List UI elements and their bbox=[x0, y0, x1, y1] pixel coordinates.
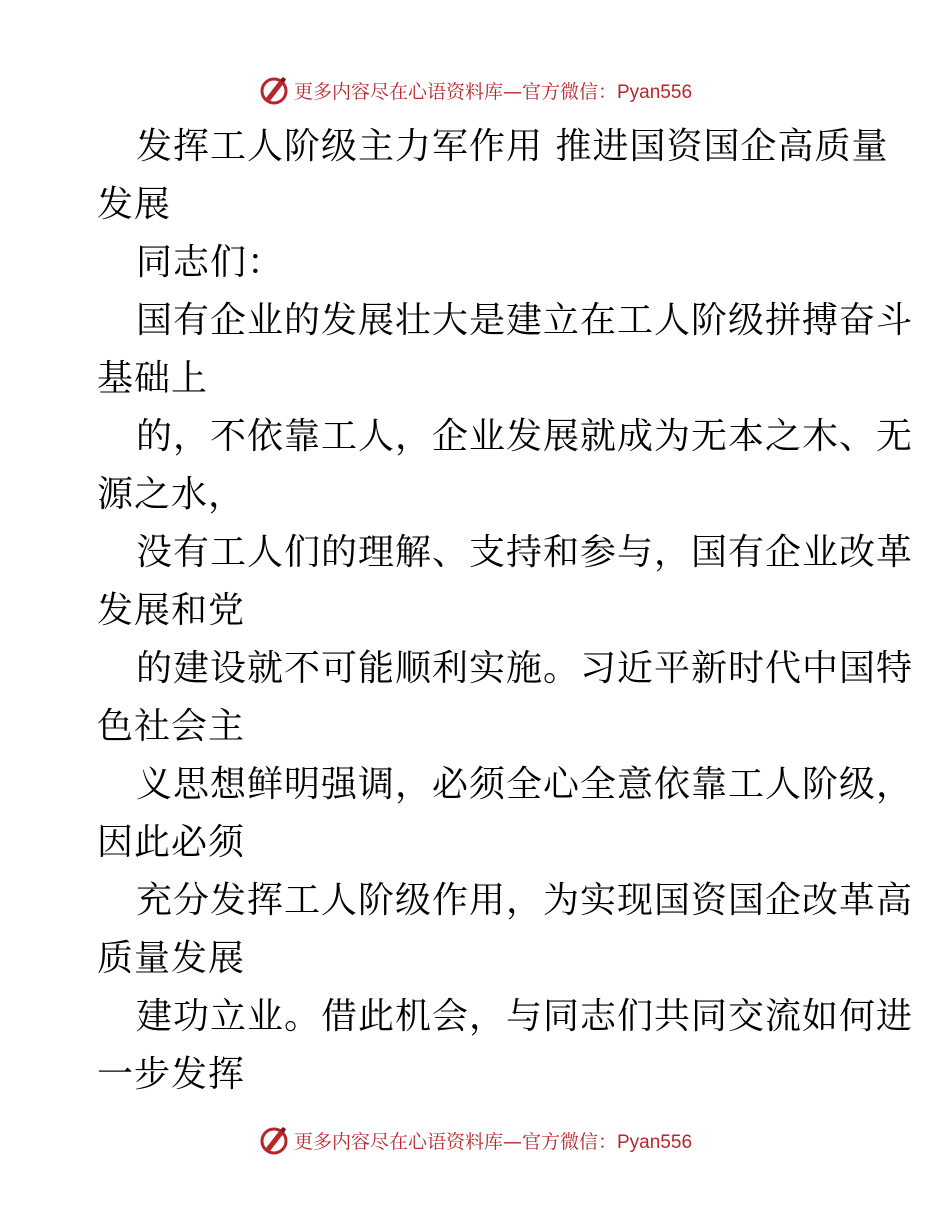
document-line: 建功立业。借此机会，与同志们共同交流如何进 bbox=[136, 996, 914, 1037]
header-banner-title: 更多内容尽在心语资料库 bbox=[293, 80, 503, 103]
document-line: 发展和党 bbox=[97, 590, 246, 631]
document-body bbox=[97, 118, 914, 1104]
document-line: 发展 bbox=[97, 184, 172, 225]
document-line: 没有工人们的理解、支持和参与，国有企业改革 bbox=[136, 532, 914, 573]
footer-banner-separator: — bbox=[502, 1130, 522, 1153]
pen-logo-icon bbox=[258, 74, 290, 106]
document-line: 因此必须 bbox=[97, 822, 246, 863]
document-line: 同志们： bbox=[136, 242, 285, 283]
header-banner-text bbox=[294, 77, 692, 104]
header-banner bbox=[0, 70, 950, 110]
document-line: 的，不依靠工人，企业发展就成为无本之木、无 bbox=[136, 416, 914, 457]
header-banner-wechat-label: 官方微信： bbox=[521, 80, 617, 103]
document-line: 义思想鲜明强调，必须全心全意依靠工人阶级， bbox=[136, 764, 914, 805]
footer-banner-wechat-id: Pyan556 bbox=[617, 1131, 693, 1153]
footer-banner-title: 更多内容尽在心语资料库 bbox=[293, 1130, 503, 1153]
header-banner-separator: — bbox=[502, 80, 522, 103]
footer-banner-text bbox=[294, 1127, 692, 1154]
document-line: 充分发挥工人阶级作用，为实现国资国企改革高 bbox=[136, 880, 914, 921]
footer-banner bbox=[0, 1120, 950, 1160]
document-line: 源之水， bbox=[97, 474, 246, 515]
document-line: 国有企业的发展壮大是建立在工人阶级拼搏奋斗 bbox=[136, 300, 914, 341]
pen-logo-icon bbox=[258, 1124, 290, 1156]
document-line: 一步发挥 bbox=[97, 1054, 246, 1095]
document-line: 发挥工人阶级主力军作用 推进国资国企高质量 bbox=[136, 126, 889, 167]
document-line: 的建设就不可能顺利实施。习近平新时代中国特 bbox=[136, 648, 914, 689]
document-line: 基础上 bbox=[97, 358, 209, 399]
document-line: 色社会主 bbox=[97, 706, 246, 747]
document-line: 质量发展 bbox=[97, 938, 246, 979]
header-banner-wechat-id: Pyan556 bbox=[617, 81, 693, 103]
footer-banner-wechat-label: 官方微信： bbox=[521, 1130, 617, 1153]
